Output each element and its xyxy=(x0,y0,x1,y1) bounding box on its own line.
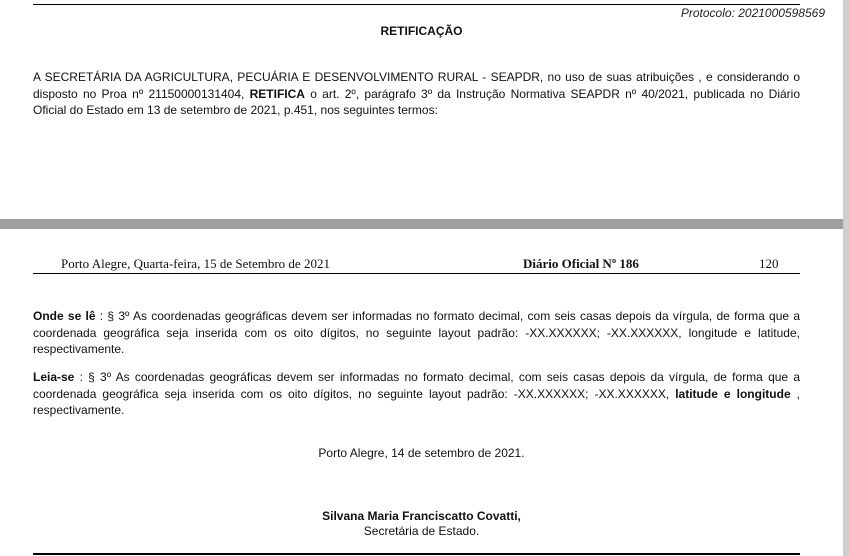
intro-text-1: A SECRETÁRIA DA AGRICULTURA, PECUÁRIA E DESENVOLVIMENTO RURAL - SEAPDR, no uso de suas atribuições , e considerando o disposto no Proa nº 21150000131404, xyxy=(33,70,800,101)
onde-se-le-paragraph xyxy=(33,308,800,358)
header-page-number: 120 xyxy=(759,256,779,271)
protocol-number: Protocolo: 2021000598569 xyxy=(680,6,825,20)
closing-place-date: Porto Alegre, 14 de setembro de 2021. xyxy=(318,446,525,460)
intro-text-2: o art. 2º, parágrafo 3º da Instrução Normativa SEAPDR nº 40/2021, publicada no Diário Oficial do Estado em 13 de setembro de 2021, p.451, nos seguintes termos: xyxy=(33,86,800,117)
top-rule xyxy=(33,4,800,5)
leia-se-paragraph xyxy=(33,369,800,419)
document-title: RETIFICAÇÃO xyxy=(380,24,463,38)
intro-paragraph xyxy=(33,69,800,119)
document-page-top xyxy=(0,0,844,219)
bottom-rule xyxy=(33,553,800,555)
leia-se-text: : § 3º As coordenadas geográficas devem ser informadas no formato decimal, com seis casas depois da vírgula, de forma que a coordenada geográfica seja inserida com os oito dígitos, no seguinte layout padrão: -XX.XXXXXX; -XX.XXXXXX, xyxy=(33,370,800,401)
signer-role: Secretária de Estado. xyxy=(363,524,480,538)
leia-se-bold-end: latitude e longitude xyxy=(675,386,791,401)
viewer-scroll-edge xyxy=(843,0,849,556)
page-separator xyxy=(0,219,849,229)
signer-name: Silvana Maria Franciscatto Covatti, xyxy=(322,509,521,523)
header-rule xyxy=(33,273,800,274)
header-journal: Diário Oficial Nº 186 xyxy=(523,256,639,271)
leia-se-tail: , respectivamente. xyxy=(33,386,800,417)
leia-se-label: Leia-se xyxy=(33,370,75,384)
header-location-date: Porto Alegre, Quarta-feira, 15 de Setembro de 2021 xyxy=(61,256,330,271)
onde-se-le-text: : § 3º As coordenadas geográficas devem ser informadas no formato decimal, com seis casas depois da vírgula, de forma que a coordenada geográfica seja inserida com os oito dígitos, no seguinte layout padrão: -XX.XXXXXX; -XX.XXXXXX, longitude e latitude, respectivamente. xyxy=(33,309,800,356)
intro-retifica: RETIFICA xyxy=(249,86,305,101)
onde-se-le-label: Onde se lê xyxy=(33,309,96,323)
